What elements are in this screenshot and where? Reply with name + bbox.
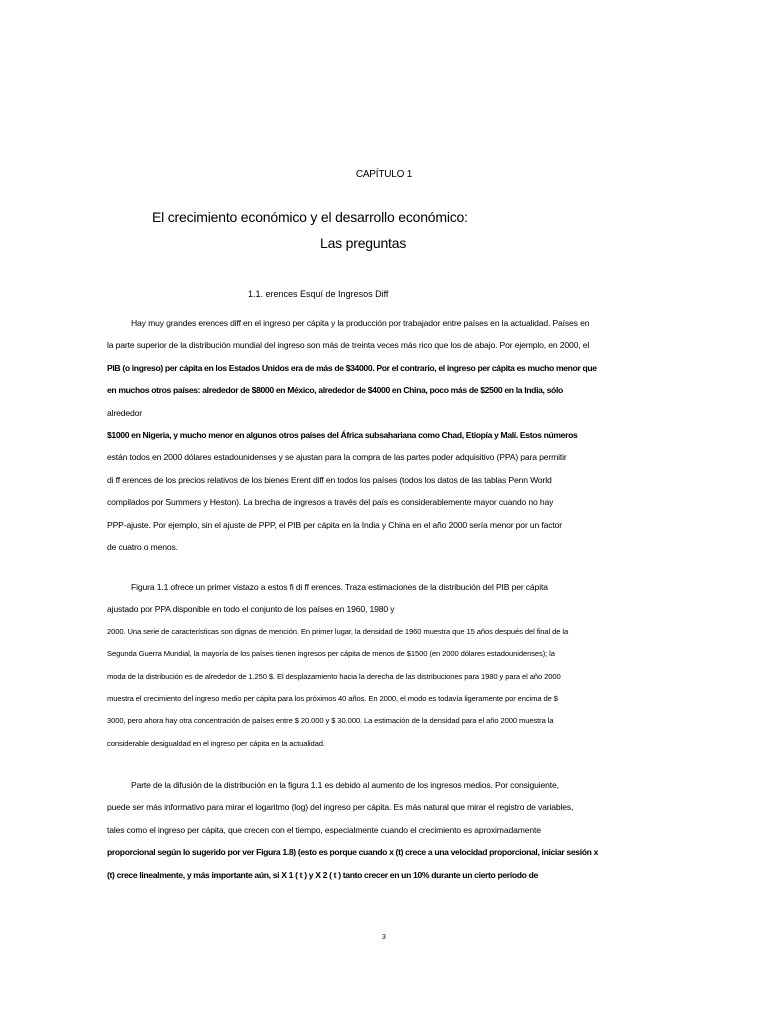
paragraph-1 — [107, 312, 662, 558]
paragraph-line: 2000. Una serie de características son dignas de mención. En primer lugar, la densidad de 1960 muestra que 15 años después del final de la — [107, 626, 569, 636]
paragraph-line: alrededor — [107, 407, 142, 418]
paragraph-line: proporcional según lo sugerido por ver Figura 1.8) (esto es porque cuando x (t) crece a una velocidad proporcional, iniciar sesión x — [107, 847, 599, 858]
chapter-title-line1: El crecimiento económico y el desarrollo económico: — [152, 209, 468, 225]
paragraph-line: ajustado por PPA disponible en todo el conjunto de los países en 1960, 1980 y — [107, 604, 395, 615]
paragraph-line: PIB (o ingreso) per cápita en los Estados Unidos era de más de $34000. Por el contrario, el ingreso per cápita es mucho menor que — [107, 362, 597, 373]
paragraph-2 — [107, 576, 662, 755]
paragraph-line: de cuatro o menos. — [107, 541, 178, 552]
paragraph-line: Segunda Guerra Mundial, la mayoría de los países tienen ingresos per cápita de menos de $1500 (en 2000 dólares estadounidenses); la — [107, 649, 555, 659]
paragraph-line: puede ser más informativo para mirar el logaritmo (log) del ingreso per cápita. Es más natural que mirar el registro de variables, — [107, 802, 574, 813]
paragraph-line: muestra el crecimiento del ingreso medio per cápita para los próximos 40 años. En 2000, el modo es todavía ligeramente por encima de $ — [107, 693, 558, 703]
paragraph-line: Hay muy grandes erences diff en el ingreso per cápita y la producción por trabajador entre países en la actualidad. Países en — [131, 318, 590, 328]
paragraph-line: la parte superior de la distribución mundial del ingreso son más de treinta veces más rico que los de abajo. Por ejemplo, en 2000, el — [107, 340, 590, 351]
chapter-title-line2: Las preguntas — [320, 235, 407, 251]
section-heading: 1.1. erences Esquí de Ingresos Diff — [248, 289, 389, 299]
paragraph-line: considerable desigualdad en el ingreso per cápita en la actualidad. — [107, 738, 325, 748]
paragraph-line: Parte de la difusión de la distribución en la figura 1.1 es debido al aumento de los ingresos medios. Por consiguiente, — [131, 780, 559, 790]
paragraph-line: 3000, pero ahora hay otra concentración de países entre $ 20.000 y $ 30.000. La estimación de la densidad para el año 2000 muestra la — [107, 716, 554, 726]
chapter-label: CAPÍTULO 1 — [355, 169, 413, 180]
paragraph-line: están todos en 2000 dólares estadounidenses y se ajustan para la compra de las partes poder adquisitivo (PPA) para permitir — [107, 452, 567, 463]
paragraph-line: moda de la distribución es de alrededor de 1.250 $. El desplazamiento hacia la derecha de las distribuciones para 1980 y para el año 2000 — [107, 671, 561, 681]
paragraph-3 — [107, 774, 662, 886]
paragraph-line: tales como el ingreso per cápita, que crecen con el tiempo, especialmente cuando el crecimiento es aproximadamente — [107, 824, 541, 835]
paragraph-line: (t) crece linealmente, y más importante aún, si X 1 ( t ) y X 2 ( t ) tanto crecer en un 10% durante un cierto período de — [107, 869, 538, 880]
paragraph-line: di ff erences de los precios relativos de los bienes Erent diff en todos los países (todos los datos de las tablas Penn World — [107, 474, 552, 485]
page-number: 3 — [382, 934, 386, 941]
paragraph-line: compilados por Summers y Heston). La brecha de ingresos a través del país es considerablemente mayor cuando no hay — [107, 497, 554, 508]
paragraph-line: PPP-ajuste. Por ejemplo, sin el ajuste de PPP, el PIB per cápita en la India y China en el año 2000 sería menor por un factor — [107, 519, 562, 530]
paragraph-line: Figura 1.1 ofrece un primer vistazo a estos fi di ff erences. Traza estimaciones de la distribución del PIB per cápita — [131, 582, 548, 592]
paragraph-line: en muchos otros países: alrededor de $8000 en México, alrededor de $4000 en China, poco más de $2500 en la India, sólo — [107, 385, 563, 396]
paragraph-line: $1000 en Nigeria, y mucho menor en algunos otros países del África subsahariana como Chad, Etiopía y Malí. Estos números — [107, 429, 578, 440]
